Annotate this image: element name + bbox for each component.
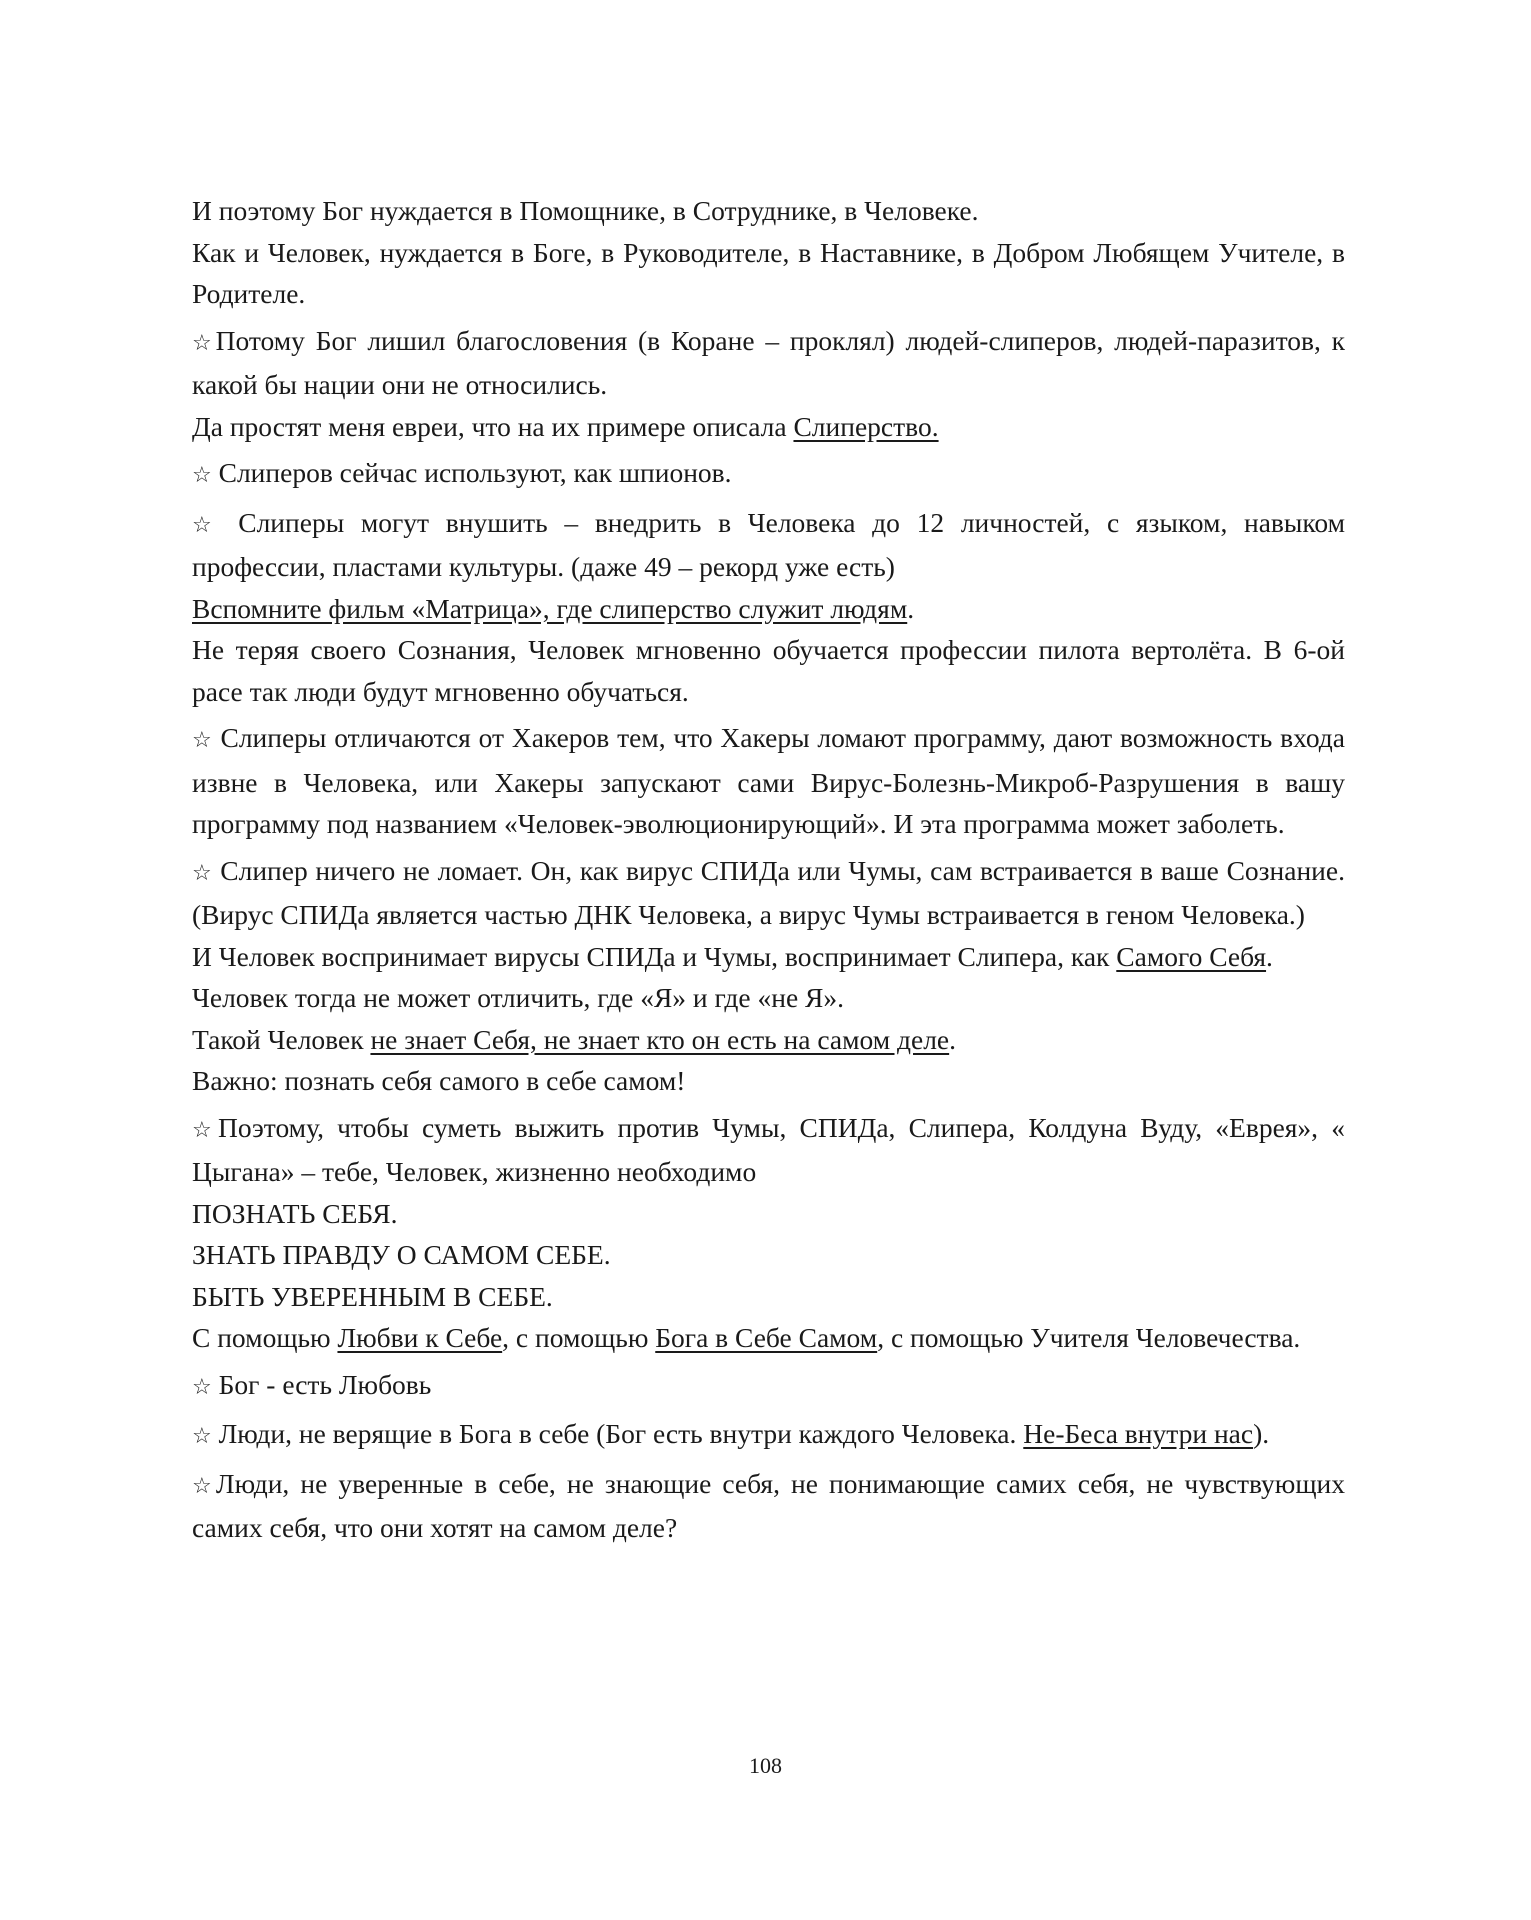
underlined-text: Не-Беса внутри нас <box>1023 1418 1254 1449</box>
star-icon: ☆ <box>192 463 212 488</box>
text-run: И поэтому Бог нуждается в Помощнике, в Сотруднике, в Человеке. <box>192 195 979 226</box>
para-5 <box>192 452 1345 497</box>
para-6 <box>192 502 1345 588</box>
page-number: 108 <box>749 1753 782 1778</box>
text-run: Бог - есть Любовь <box>211 1368 432 1400</box>
text-run: . <box>949 1023 957 1055</box>
underlined-text: Слиперство. <box>793 410 939 442</box>
text-run: Такой Человек <box>192 1023 371 1055</box>
text-run: Поэтому, чтобы суметь выжить против Чумы, СПИДа, Слипера, Колдуна Вуду, «Еврея», « Цыгана» – тебе, Человек, жизненно необходимо <box>192 1111 1345 1187</box>
text-run: Слипер ничего не ломает. Он, как вирус СПИДа или Чумы, сам встраивается в ваше Сознание. (Вирус СПИДа является частью ДНК Человека, а вирус Чумы встраивается в геном Человека.) <box>192 854 1345 930</box>
underlined-text: Вспомните фильм «Матрица», где слиперство служит людям <box>192 592 908 624</box>
star-icon: ☆ <box>192 1473 216 1499</box>
underlined-text: Самого Себя <box>1116 940 1267 972</box>
text-run: Слиперов сейчас используют, как шпионов. <box>211 457 732 488</box>
text-run: ). <box>1253 1418 1270 1449</box>
text-run: Слиперы могут внушить – внедрить в Человека до 12 личностей, с языком, навыком профессии, пластами культуры. (даже 49 – рекорд уже есть) <box>192 506 1345 582</box>
star-icon: ☆ <box>192 1374 212 1400</box>
text-run: С помощью <box>192 1322 338 1353</box>
text-run: Слиперы отличаются от Хакеров тем, что Хакеры ломают программу, дают возможность входа извне в Человека, или Хакеры запускают сами Вирус-Болезнь-Микроб-Разрушения в вашу программу под названием «Человек-эволюционирующий». И эта программа может заболеть. <box>192 722 1346 839</box>
text-run: Как и Человек, нуждается в Боге, в Руководителе, в Наставнике, в Добром Любящем Учителе, в Родителе. <box>192 236 1345 309</box>
para-16 <box>192 1193 1345 1235</box>
para-2 <box>192 232 1345 315</box>
star-icon: ☆ <box>192 728 213 753</box>
underlined-text: Бога в Себе Самом <box>655 1322 878 1353</box>
para-20 <box>192 1364 1345 1409</box>
star-icon: ☆ <box>192 330 216 356</box>
para-4 <box>192 406 1345 448</box>
star-icon: ☆ <box>192 1424 212 1449</box>
text-run: И Человек воспринимает вирусы СПИДа и Чумы, воспринимает Слипера, как <box>192 940 1117 972</box>
para-8 <box>192 629 1345 712</box>
para-15 <box>192 1107 1345 1193</box>
text-run: Важно: познать себя самого в себе самом! <box>192 1065 686 1096</box>
para-19 <box>192 1317 1345 1359</box>
text-run: Да простят меня евреи, что на их примере описала <box>192 410 794 442</box>
text-run: Не теряя своего Сознания, Человек мгновенно обучается профессии пилота вертолёта. В 6-ой расе так люди будут мгновенно обучаться. <box>192 634 1345 707</box>
text-run: , с помощью <box>502 1322 656 1353</box>
para-10 <box>192 850 1345 936</box>
para-21 <box>192 1413 1345 1458</box>
text-run: БЫТЬ УВЕРЕННЫМ В СЕБЕ. <box>192 1280 553 1312</box>
star-icon: ☆ <box>192 1117 219 1143</box>
underlined-text: не знает Себя, не знает кто он есть на самом деле <box>370 1023 950 1055</box>
para-14 <box>192 1060 1345 1102</box>
text-run: , с помощью Учителя Человечества. <box>877 1322 1301 1353</box>
text-run: ПОЗНАТЬ СЕБЯ. <box>192 1197 398 1229</box>
para-7 <box>192 588 1345 630</box>
star-icon: ☆ <box>192 860 213 886</box>
text-run: Люди, не уверенные в себе, не знающие себя, не понимающие самих себя, не чувствующих самих себя, что они хотят на самом деле? <box>192 1467 1345 1543</box>
star-icon: ☆ <box>192 512 222 538</box>
underlined-text: Любви к Себе <box>337 1322 503 1353</box>
para-12 <box>192 977 1345 1019</box>
text-run: . <box>907 592 915 624</box>
para-3 <box>192 320 1345 406</box>
para-1 <box>192 190 1345 232</box>
text-run: . <box>1266 940 1273 972</box>
text-run: Потому Бог лишил благословения (в Коране – проклял) людей-слиперов, людей-паразитов, к какой бы нации они не относились. <box>192 324 1345 400</box>
para-18 <box>192 1276 1345 1318</box>
body-text <box>192 190 1345 1549</box>
para-11 <box>192 936 1345 978</box>
text-run: Люди, не верящие в Бога в себе (Бог есть внутри каждого Человека. <box>211 1418 1024 1449</box>
para-13 <box>192 1019 1345 1061</box>
text-run: Человек тогда не может отличить, где «Я» и где «не Я». <box>192 982 845 1013</box>
para-22 <box>192 1463 1345 1549</box>
para-9 <box>192 717 1345 845</box>
para-17 <box>192 1234 1345 1276</box>
text-run: ЗНАТЬ ПРАВДУ О САМОМ СЕБЕ. <box>192 1239 611 1270</box>
